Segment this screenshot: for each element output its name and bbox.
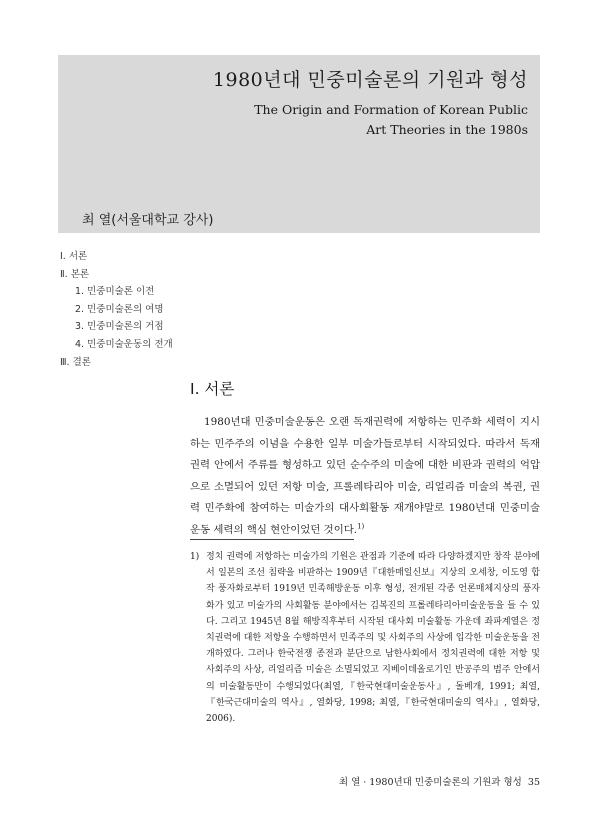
footnote-text: 정치 권력에 저항하는 미술가의 기원은 관점과 기준에 따라 다양하겠지만 창작 분야에서 일본의 조선 침략을 비판하는 1909년『대한매일신보』지상의 오세창, 이도영 합작 풍자화로부터 1919년 민족해방운동 이후 형성, 전개된 각종 언론매체지상의 풍자화가 있고 미술가의 사회활동 분야에서는 김복진의 프롤레타리아미술운동을 들 수 있다. 그리고 1945년 8월 해방직후부터 시작된 대사회 미술활동 가운데 좌파계열은 정치권력에 대한 저항을 수행하면서 민족주의 및 사회주의 사상에 입각한 미술운동을 전개하였다. 그러나 한국전쟁 종전과 분단으로 남한사회에서 정치권력에 대한 저항 및 사회주의 사상, 리얼리즘 미술은 소멸되었고 지베이데올로기인 반공주의 범주 안에서의 미술활동만이 수행되었다(최열,『한국현대미술운동사』, 돌베개, 1991; 최열,『한국근대미술의 역사』, 열화당, 1998; 최열,『한국현대미술의 역사』, 열화당, 2006). [206,552,540,725]
page-footer [339,774,540,788]
title-block [58,55,540,233]
title-english-line-2: Art Theories in the 1980s [366,122,528,137]
toc-item-development: 4. 민중미술운동의 전개 [75,338,173,350]
toc-item-dawn: 2. 민중미술론의 여명 [75,303,164,315]
table-of-contents [60,248,260,371]
title-english-line-1: The Origin and Formation of Korean Public [254,102,528,117]
body-paragraph [190,412,540,541]
author-line: 최 열(서울대학교 강사) [82,213,214,228]
article-title-english [254,100,528,140]
toc-item-before-minjung: 1. 민중미술론 이전 [75,286,155,298]
footnote-number: 1) [190,552,200,562]
article-title-korean: 1980년대 민중미술론의 기원과 형성 [212,69,528,91]
footnote-reference[interactable]: 1) [357,522,365,531]
footnote [190,549,540,727]
page-number: 35 [527,777,540,788]
toc-item-introduction: Ⅰ. 서론 [60,251,88,262]
toc-item-base: 3. 민중미술론의 거점 [75,321,164,333]
section-heading: Ⅰ. 서론 [190,380,235,398]
footnote-divider [190,539,354,540]
toc-item-main-body: Ⅱ. 본론 [60,268,90,280]
running-title: 최 열 · 1980년대 민중미술론의 기원과 형성 [338,777,522,788]
toc-item-conclusion: Ⅲ. 결론 [60,356,91,368]
paragraph-text: 1980년대 민중미술운동은 오랜 독재권력에 저항하는 민주화 세력이 지시하는 민주주의 이념을 수용한 일부 미술가들로부터 시작되었다. 따라서 독재권력 안에서 주류를 형성하고 있던 순수주의 미술에 대한 비판과 권력의 억압으로 소멸되어 있던 저항 미술, 프롤레타리아 미술, 리얼리즘 미술의 복권, 권력 민주화에 참여하는 미술가의 대사회활동 재개야말로 1980년대 민중미술운동 세력의 핵심 현안이었던 것이다. [190,416,540,536]
